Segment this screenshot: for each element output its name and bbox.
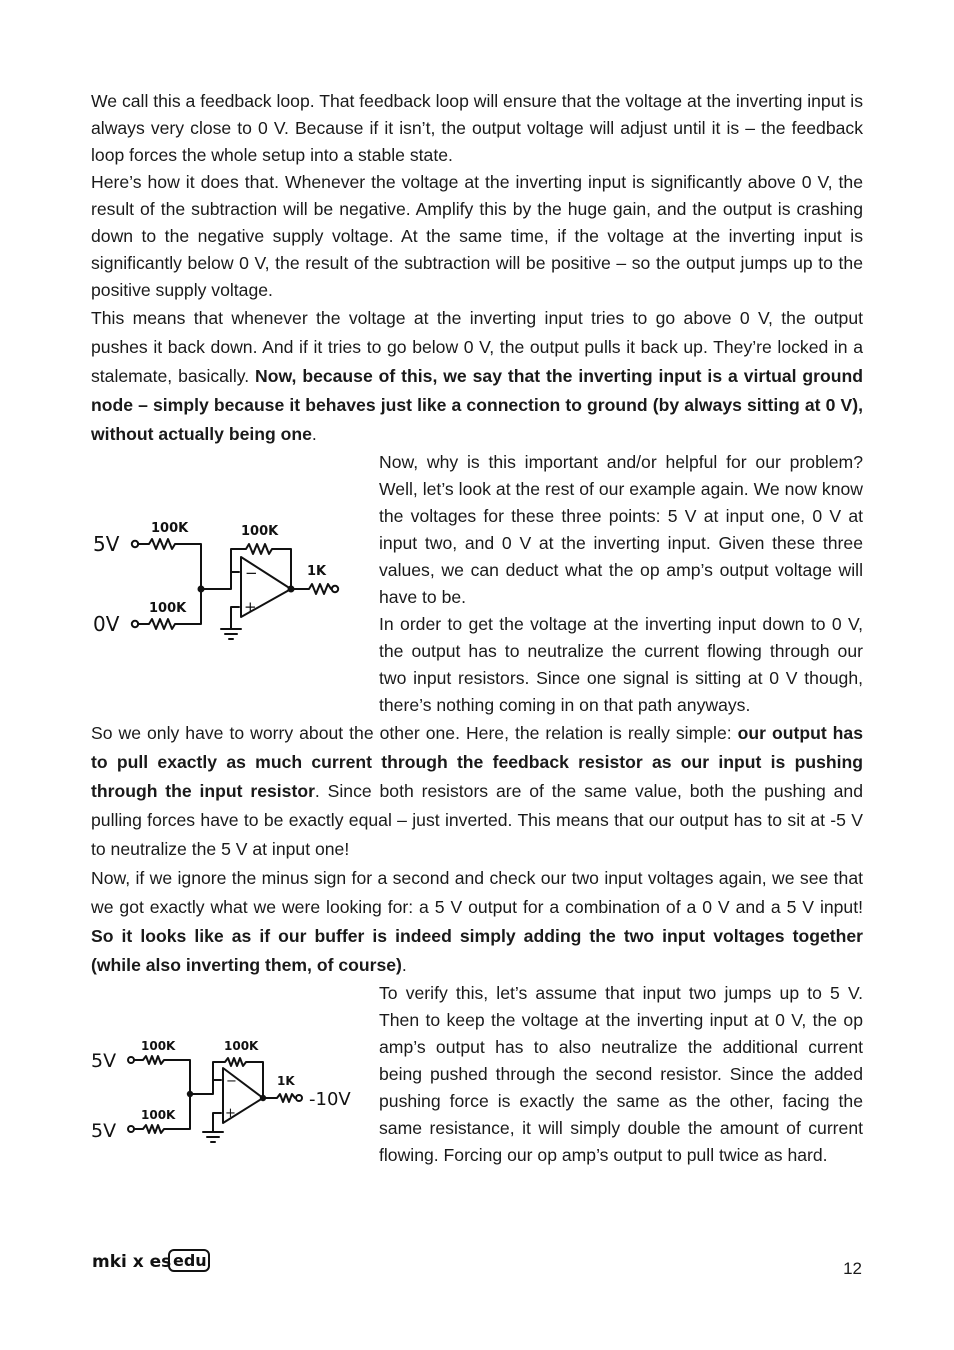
input-one-voltage-label: 5V: [91, 1050, 117, 1072]
side-text-circuit-one: [379, 449, 863, 719]
circuit-schematic-two: [91, 1028, 361, 1148]
logo-text: mki x es: [92, 1252, 172, 1272]
input-two-resistor-label: 100K: [149, 601, 187, 616]
bold-statement-pull-current: our output has to pull exactly as much current through the feedback resistor as our input is pushing through the input resistor: [91, 723, 863, 801]
feedback-resistor-label: 100K: [224, 1039, 259, 1053]
output-voltage-label: -10V: [309, 1089, 351, 1110]
bold-statement-virtual-ground: Now, because of this, we say that the inverting input is a virtual ground node – simply because it behaves just like a connection to ground (by always sitting at 0 V), without actually being one: [91, 366, 863, 444]
output-resistor-label: 1K: [307, 564, 327, 579]
text-segment: This means that whenever the voltage at the inverting input tries to go above 0 V, the output pushes it back down. And if it tries to go below 0 V, the output pulls it back up. They’re locked in a stalemate, basically.: [91, 308, 863, 386]
input-one-voltage-label: 5V: [93, 532, 120, 556]
opamp-plus-sign: +: [244, 598, 257, 616]
text-segment: So we only have to worry about the other one. Here, the relation is really simple:: [91, 723, 738, 743]
section-circuit-two: [91, 980, 863, 1169]
input-two-resistor-label: 100K: [141, 1108, 176, 1122]
circuit-diagram-two: [91, 980, 361, 1169]
feedback-resistor-label: 100K: [241, 524, 279, 539]
opamp-minus-sign: −: [245, 564, 258, 582]
section-circuit-one: [91, 449, 863, 719]
input-one-resistor-label: 100K: [141, 1039, 176, 1053]
footer-logo: [92, 1246, 214, 1276]
text-segment: .: [401, 955, 407, 975]
opamp-minus-sign: −: [226, 1074, 237, 1089]
output-terminal: [296, 1095, 302, 1101]
text-segment: . Since both resistors are of the same value, both the pushing and pulling forces have to be exactly equal – just inverted. This means that our output has to sit at -5 V to neutralize the 5 V at input one!: [91, 781, 863, 859]
bold-statement-adding: So it looks like as if our buffer is indeed simply adding the two input voltages together (while also inverting them, of course): [91, 926, 863, 975]
circuit-schematic-one: [91, 517, 361, 657]
paragraph-verify: To verify this, let’s assume that input two jumps up to 5 V. Then to keep the voltage at the inverting input at 0 V, the op amp’s output has to also neutralize the additional current being pushed through the second resistor. Since the added pushing force is exactly the same as the other, facing the same resistance, it will simply double the amount of current flowing. Forcing our op amp’s output to pull twice as hard.: [379, 983, 863, 1165]
paragraph-adding-voltages: [91, 864, 863, 980]
output-node-dot: [288, 586, 295, 593]
page-number: 12: [843, 1259, 862, 1278]
text-segment: .: [311, 424, 317, 444]
side-text-circuit-two: [379, 980, 863, 1169]
input-two-voltage-label: 5V: [91, 1120, 117, 1142]
summing-node-dot: [187, 1091, 193, 1097]
opamp-plus-sign: +: [225, 1106, 236, 1121]
text-segment: Now, if we ignore the minus sign for a second and check our two input voltages again, we see that we got exactly what we were looking for: a 5 V output for a combination of a 0 V and a 5 V input!: [91, 868, 863, 917]
paragraph-how-it-works: Here’s how it does that. Whenever the voltage at the inverting input is significantly above 0 V, the result of the subtraction will be negative. Amplify this by the huge gain, and the output is crashing down to the negative supply voltage. At the same time, if the voltage at the inverting input is significantly below 0 V, the result of the subtraction will be positive – so the output jumps up to the positive supply voltage.: [91, 172, 863, 300]
page-content: [91, 88, 863, 1169]
paragraph-why-important: Now, why is this important and/or helpful for our problem? Well, let’s look at the rest of our example again. We now know the voltages for these three points: 5 V at input one, 0 V at input two, and 0 V at the inverting input. Given these three values, we can deduct what the op amp’s output voltage will have to be.: [379, 452, 863, 607]
logo-boxed-text: edu: [173, 1251, 207, 1270]
paragraph-feedback-resistor: [91, 719, 863, 864]
input-two-voltage-label: 0V: [93, 612, 120, 636]
paragraph-feedback-loop: We call this a feedback loop. That feedback loop will ensure that the voltage at the inverting input is always very close to 0 V. Because if it isn’t, the output voltage will adjust until it is – the feedback loop forces the whole setup into a stable state.: [91, 91, 863, 165]
paragraph-virtual-ground: [91, 304, 863, 449]
output-terminal: [332, 586, 338, 592]
output-resistor-label: 1K: [277, 1074, 295, 1088]
circuit-diagram-one: [91, 449, 361, 719]
input-one-resistor-label: 100K: [151, 521, 189, 536]
paragraph-neutralize-current: In order to get the voltage at the inverting input down to 0 V, the output has to neutralize the current flowing through our two input resistors. Since one signal is sitting at 0 V though, there’s nothing coming in on that path anyways.: [379, 614, 863, 715]
summing-node-dot: [198, 586, 205, 593]
output-node-dot: [260, 1095, 266, 1101]
